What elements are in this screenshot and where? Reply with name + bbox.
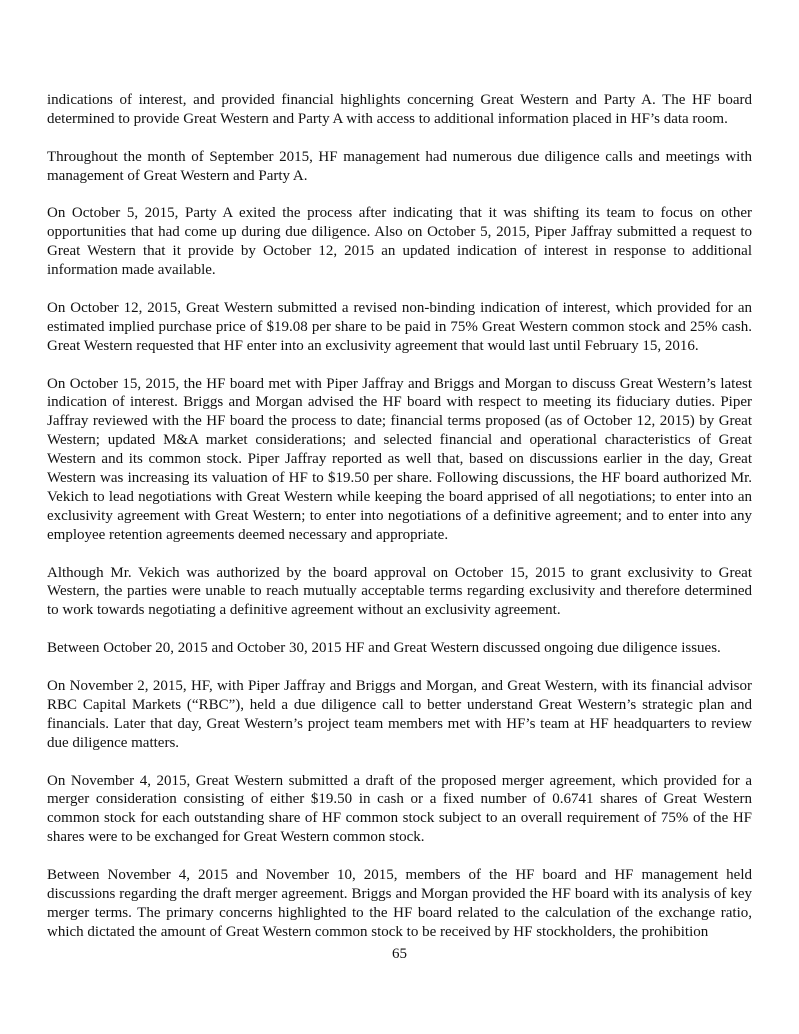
paragraph: Between October 20, 2015 and October 30, 2015 HF and Great Western discussed ongoing due diligence issues.: [47, 640, 721, 657]
paragraph: On November 4, 2015, Great Western submitted a draft of the proposed merger agreement, which provided for a merger consideration consisting of either $19.50 in cash or a fixed number of 0.6741 shares of Great Western common stock for each outstanding share of HF common stock subject to an overall requirement of 75% of the HF shares were to be exchanged for Great Western common stock.: [47, 772, 752, 846]
paragraph: On November 2, 2015, HF, with Piper Jaffray and Briggs and Morgan, and Great Western, with its financial advisor RBC Capital Markets (“RBC”), held a due diligence call to better understand Great Western’s strategic plan and financials. Later that day, Great Western’s project team members met with HF’s team at HF headquarters to review due diligence matters.: [47, 677, 752, 751]
paragraph: On October 15, 2015, the HF board met with Piper Jaffray and Briggs and Morgan to discuss Great Western’s latest indication of interest. Briggs and Morgan advised the HF board with respect to meeting its fiduciary duties. Piper Jaffray reviewed with the HF board the process to date; financial terms proposed (as of October 12, 2015) by Great Western; updated M&A market considerations; and selected financial and operational characteristics of Great Western and its common stock. Piper Jaffray reported as well that, based on discussions earlier in the day, Great Western was increasing its valuation of HF to $19.50 per share. Following discussions, the HF board authorized Mr. Vekich to lead negotiations with Great Western while keeping the board apprised of all negotiations; to enter into an exclusivity agreement with Great Western; to enter into negotiations of a definitive agreement; and to enter into any employee retention agreements deemed necessary and appropriate.: [47, 375, 752, 543]
paragraph: Between November 4, 2015 and November 10, 2015, members of the HF board and HF management held discussions regarding the draft merger agreement. Briggs and Morgan provided the HF board with its analysis of key merger terms. The primary concerns highlighted to the HF board related to the calculation of the exchange ratio, which dictated the amount of Great Western common stock to be received by HF stockholders, the prohibition: [47, 867, 752, 940]
paragraph: On October 5, 2015, Party A exited the process after indicating that it was shifting its team to focus on other opportunities that had come up during due diligence. Also on October 5, 2015, Piper Jaffray submitted a request to Great Western that it provide by October 12, 2015 an updated indication of interest in response to additional information made available.: [47, 205, 752, 279]
document-body: [47, 91, 752, 964]
page-number: 65: [392, 945, 407, 962]
paragraph: indications of interest, and provided financial highlights concerning Great Western and Party A. The HF board determined to provide Great Western and Party A with access to additional information placed in HF’s data room.: [47, 92, 752, 127]
paragraph: Throughout the month of September 2015, HF management had numerous due diligence calls and meetings with management of Great Western and Party A.: [47, 148, 752, 184]
paragraph: Although Mr. Vekich was authorized by the board approval on October 15, 2015 to grant exclusivity to Great Western, the parties were unable to reach mutually acceptable terms regarding exclusivity and therefore determined to work towards negotiating a definitive agreement without an exclusivity agreement.: [47, 564, 752, 619]
paragraph: On October 12, 2015, Great Western submitted a revised non-binding indication of interest, which provided for an estimated implied purchase price of $19.08 per share to be paid in 75% Great Western common stock and 25% cash. Great Western requested that HF enter into an exclusivity agreement that would last until February 15, 2016.: [47, 299, 752, 354]
